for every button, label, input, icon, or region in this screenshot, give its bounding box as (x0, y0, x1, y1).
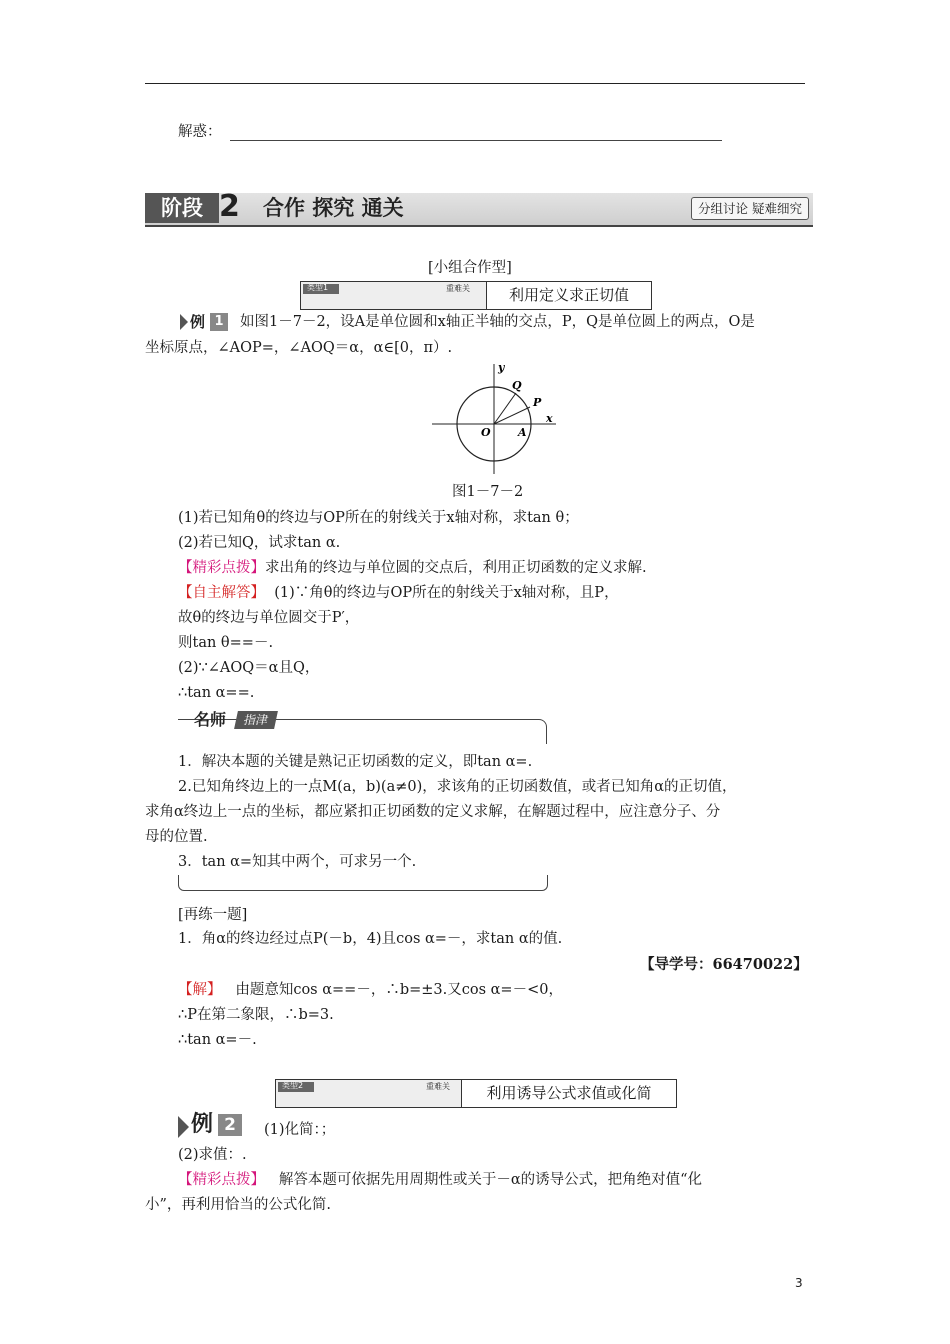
ray-op (494, 407, 530, 424)
type2-label: 类型2 (282, 1081, 304, 1090)
jiehuo-label: 解惑： (178, 124, 222, 140)
example2-hint-line2: 小”，再利用恰当的公式化简. (145, 1197, 332, 1213)
solution1-text1: (1)∵角θ的终边与OP所在的射线关于x轴对称，且P， (274, 585, 619, 601)
question1: (1)若已知角θ的终边与OP所在的射线关于x轴对称，求tan θ； (178, 510, 579, 526)
group-type-label: [小组合作型] (428, 260, 512, 276)
solution1-line4: (2)∵∠AOQ＝α且Q， (178, 660, 320, 676)
example2-question2: (2)求值：. (178, 1147, 247, 1163)
type1-box (300, 281, 652, 310)
stage-number: 2 (219, 189, 240, 224)
label-y: y (498, 362, 505, 374)
stage-title: 合作 探究 通关 (263, 196, 404, 220)
example2-badge (178, 1112, 248, 1138)
solution1-line5: ∴tan α==. (178, 685, 255, 701)
practice-answer-line1 (178, 980, 563, 1000)
page-number: 3 (795, 1276, 803, 1290)
teacher-label-b: 指津 (234, 711, 278, 729)
example2-badge-label: 例 (191, 1112, 214, 1137)
practice-answer-line2: ∴P在第二象限，∴b=3. (178, 1007, 334, 1023)
solution1-line2: 故θ的终边与单位圆交于P′， (178, 610, 360, 626)
example2-question1: (1)化简：； (264, 1122, 336, 1138)
hint1 (178, 558, 647, 578)
teacher-box-bottom-border (178, 875, 548, 891)
teacher-point2c: 母的位置. (145, 829, 208, 845)
header-rule (145, 83, 805, 84)
figure-caption: 图1－7－2 (452, 484, 524, 500)
example-triangle-icon (180, 314, 188, 330)
teacher-point3: 3．tan α=知其中两个，可求另一个. (178, 854, 417, 870)
type2-title: 利用诱导公式求值或化简 (486, 1084, 652, 1102)
teacher-label-a: 名师 (194, 710, 227, 729)
type2-box (275, 1079, 677, 1108)
label-q: Q (512, 379, 522, 392)
example2-badge-number: 2 (218, 1114, 242, 1136)
guide-number: 【导学号：66470022】 (640, 956, 808, 973)
label-a: A (518, 426, 527, 439)
teacher-point2b: 求角α终边上一点的坐标，都应紧扣正切函数的定义求解，在解题过程中，应注意分子、分 (145, 804, 721, 820)
type1-mark: 重难关 (446, 284, 470, 293)
type2-mark: 重难关 (426, 1082, 450, 1091)
stage-banner (145, 189, 813, 225)
teacher-point1: 1．解决本题的关键是熟记正切函数的定义，即tan α=. (178, 754, 533, 770)
hint1-text: 求出角的终边与单位圆的交点后，利用正切函数的定义求解. (265, 560, 647, 576)
practice-answer-line3: ∴tan α=－. (178, 1032, 257, 1048)
example1-badge (180, 312, 230, 332)
example2-hint-line1 (178, 1170, 702, 1190)
practice-question: 1．角α的终边经过点P(－b，4)且cos α=－，求tan α的值. (178, 931, 563, 947)
hint1-label: 【精彩点拨】 (178, 560, 265, 576)
example2-hint-text1: 解答本题可依据先用周期性或关于－α的诱导公式，把角绝对值“化 (278, 1172, 703, 1188)
stage-tag: 分组讨论 疑难细究 (691, 197, 809, 220)
label-x: x (546, 412, 553, 425)
practice-label: [再练一题] (178, 907, 248, 923)
type1-strip (301, 282, 487, 309)
example1-badge-label: 例 (190, 313, 206, 331)
type2-strip (276, 1080, 462, 1107)
practice-answer-text1: 由题意知cos α==－，∴b=±3.又cos α=－<0， (235, 982, 563, 998)
example1-line2: 坐标原点，∠AOP=，∠AOQ＝α，α∈[0，π）. (145, 340, 453, 356)
solution1-label: 【自主解答】 (178, 585, 265, 601)
type1-label: 类型1 (307, 283, 329, 292)
label-o: O (481, 426, 491, 439)
example2-hint-label: 【精彩点拨】 (178, 1172, 265, 1188)
jiehuo-answer-line (230, 140, 722, 141)
solution1-line1 (178, 583, 619, 603)
stage-label: 阶段 (145, 193, 219, 223)
unit-circle-figure (430, 362, 560, 477)
example-triangle-icon (178, 1116, 189, 1138)
example1-line1: 如图1－7－2，设A是单位圆和x轴正半轴的交点，P，Q是单位圆上的两点，O是 (240, 314, 755, 330)
teacher-point2a: 2.已知角终边上的一点M(a，b)(a≠0)，求该角的正切函数值，或者已知角α的正切值， (178, 779, 737, 795)
example1-badge-number: 1 (210, 313, 228, 331)
teacher-label (180, 708, 280, 732)
type1-title: 利用定义求正切值 (508, 286, 629, 304)
solution1-line3: 则tan θ==－. (178, 635, 274, 651)
label-p: P (533, 396, 542, 409)
practice-answer-label: 【解】 (178, 982, 222, 998)
question2: (2)若已知Q，试求tan α. (178, 535, 341, 551)
